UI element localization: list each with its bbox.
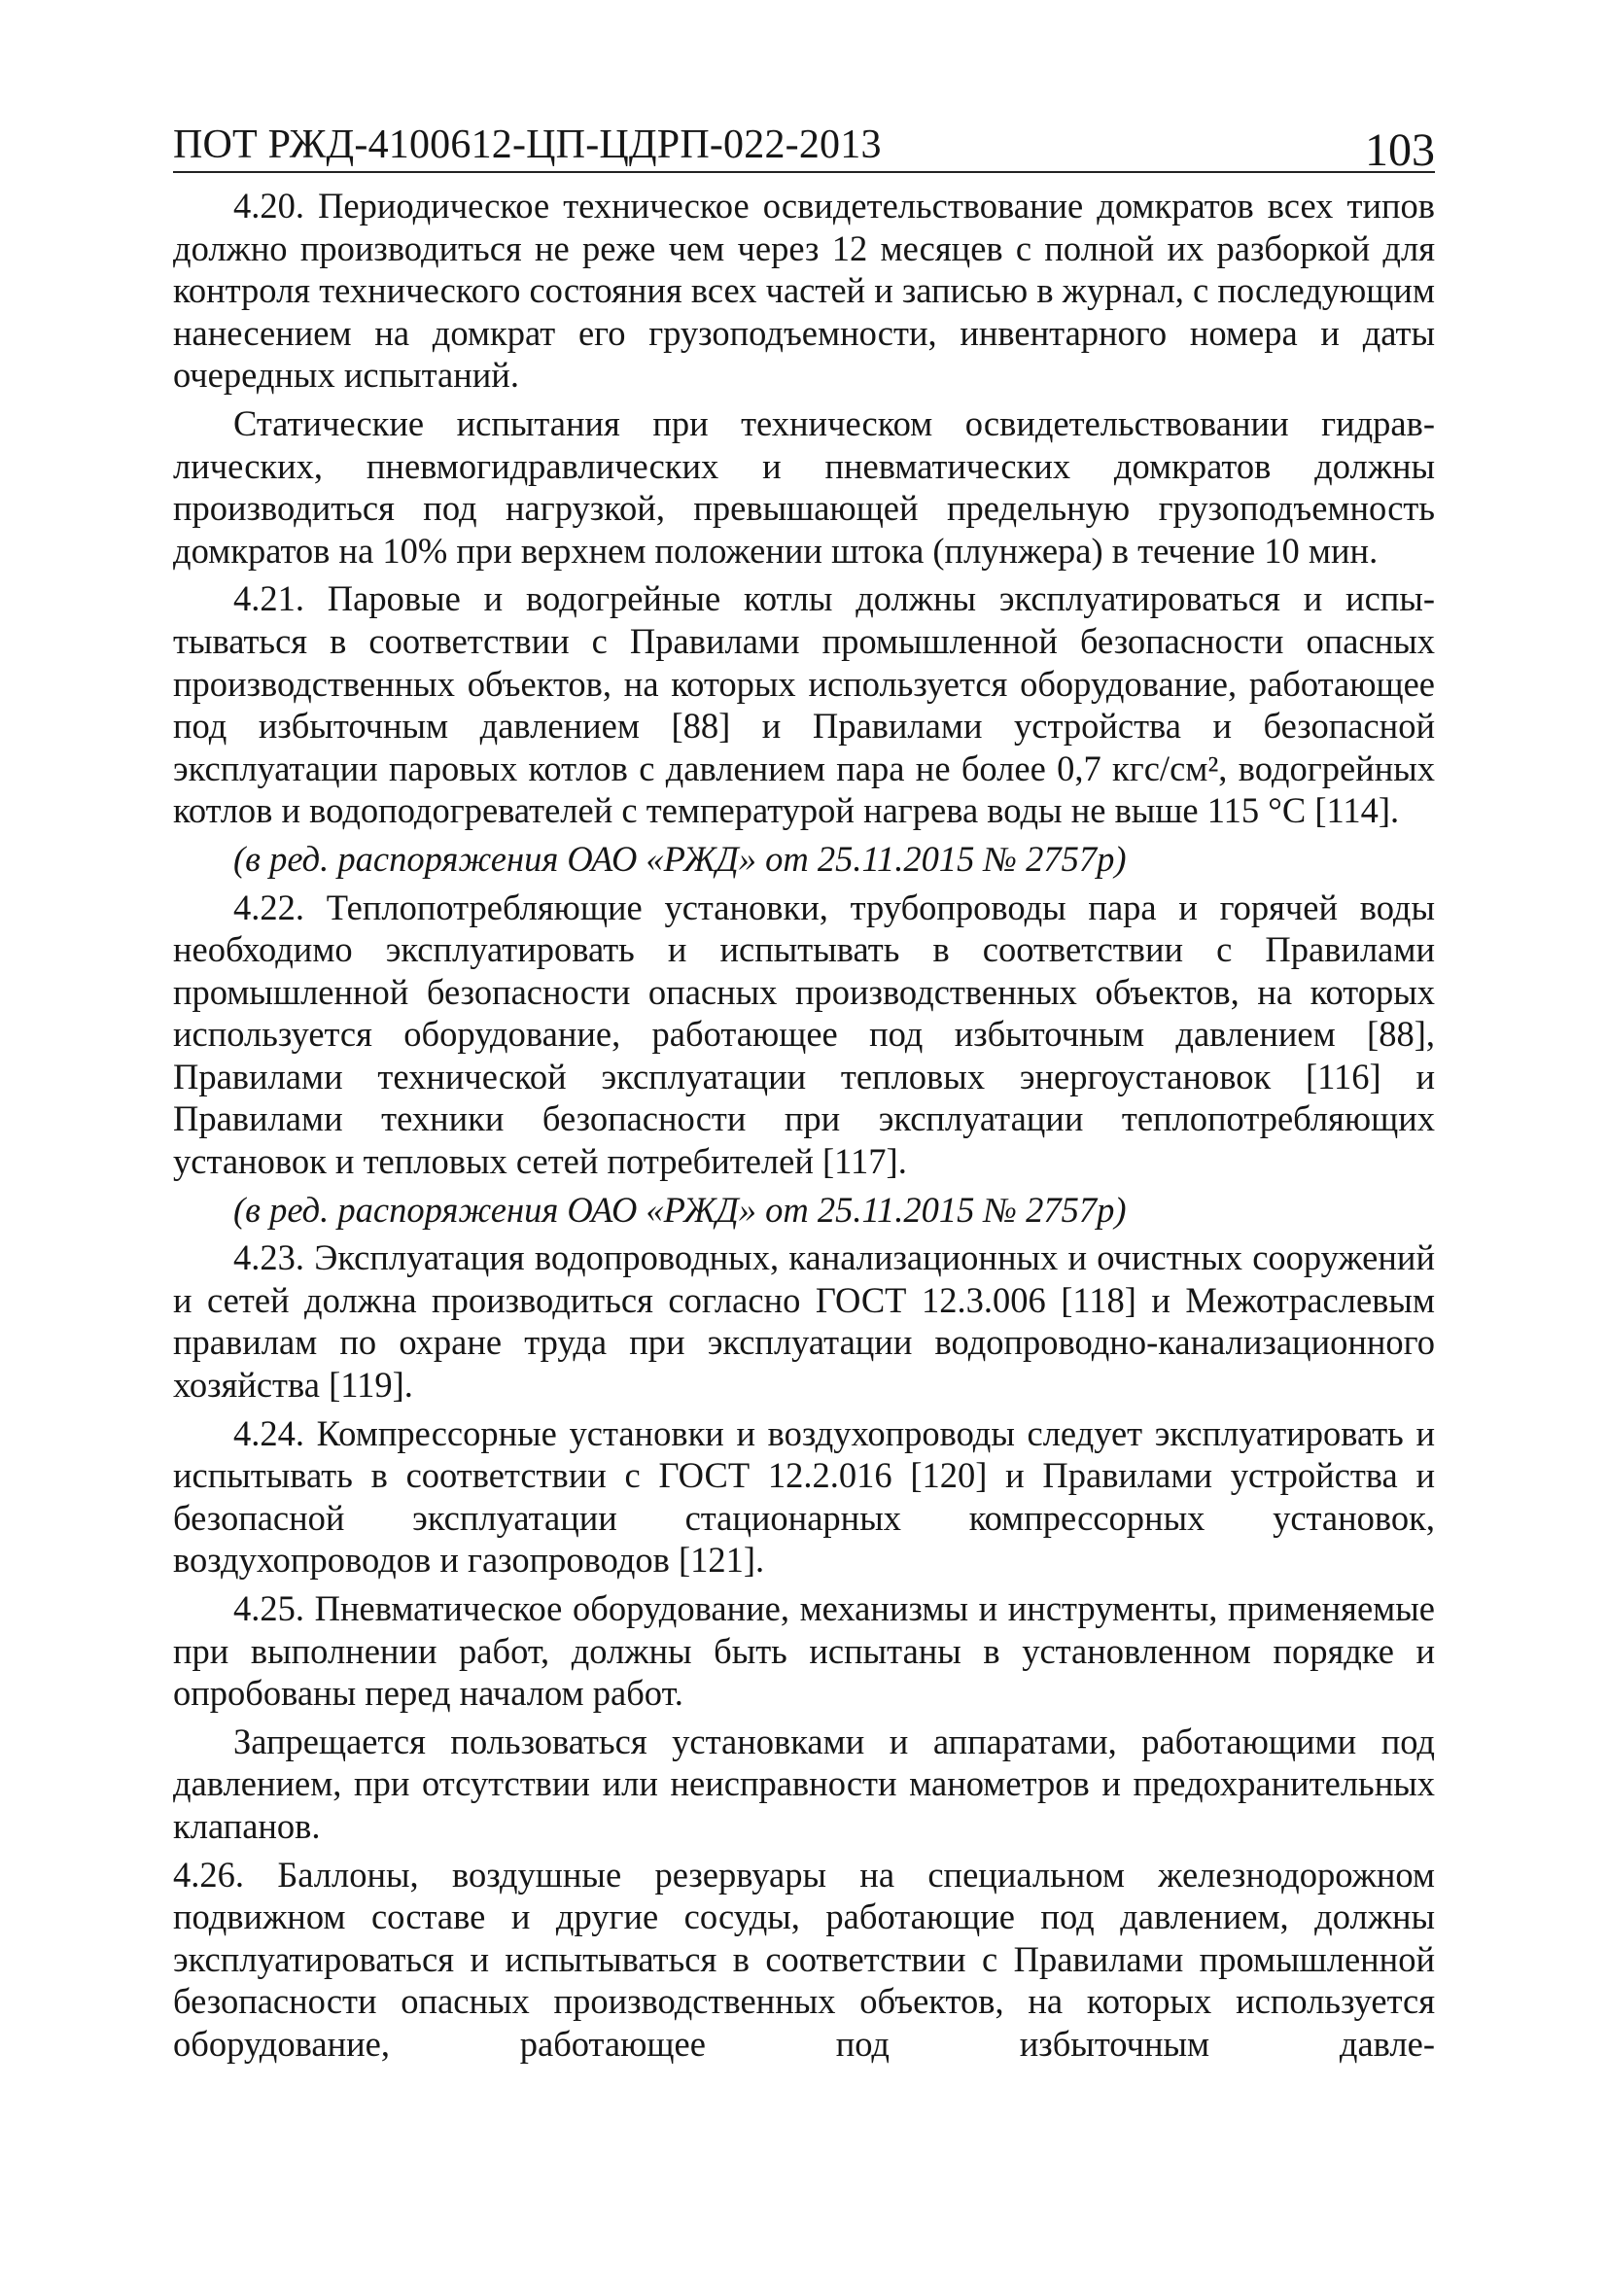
paragraph-4-26: 4.26. Баллоны, воздушные резервуары на специальном железнодорожном подвижном составе и другие сосуды, работающие под давлением, должны эксплуатироваться и испытываться в соответствии с Правилами промышленной безопасности опасных производственных объектов, на которых используется оборудование, работающее под избыточным давле-: [173, 1854, 1435, 2064]
amendment-note: (в ред. распоряжения ОАО «РЖД» от 25.11.2015 № 2757р): [233, 1189, 1127, 1230]
body-text: [173, 185, 1435, 2066]
paragraph-4-25: 4.25. Пневматическое оборудование, механизмы и инструменты, применяемые при выполнении работ, должны быть испытаны в установленном порядке и опробованы перед началом работ.: [173, 1588, 1435, 1714]
paragraph-4-23: 4.23. Эксплуатация водопроводных, канализационных и очистных сооружений и сетей должна производиться согласно ГОСТ 12.3.006 [118] и Межотраслевым правилам по охране труда при эксплуатации водопроводно-канализационного хозяйства [119].: [173, 1237, 1435, 1406]
amendment-note: (в ред. распоряжения ОАО «РЖД» от 25.11.2015 № 2757р): [233, 838, 1127, 879]
document-code: ПОТ РЖД-4100612-ЦП-ЦДРП-022-2013: [173, 122, 882, 167]
page-number: 103: [1365, 124, 1435, 176]
paragraph-4-20: 4.20. Периодическое техническое освидетельствование домкратов всех типов должно производиться не реже чем через 12 месяцев с полной их разборкой для контроля технического состояния всех частей и записью в журнал, с последующим нанесением на домкрат его грузоподъемности, инвентарного номера и даты очередных испытаний.: [173, 186, 1435, 396]
paragraph-4-24: 4.24. Компрессорные установки и воздухопроводы следует эксплуатировать и испытывать в соответствии с ГОСТ 12.2.016 [120] и Правилами устройства и безопасной эксплуатации стационарных компрессорных установок, воздухопроводов и газопроводов [121].: [173, 1412, 1435, 1581]
paragraph-static-tests: Статические испытания при техническом освидетельствовании гидравлических, пневмогидравлических и пневматических домкратов должны производиться под нагрузкой, превышающей предельную грузоподъемность домкратов на 10% при верхнем положении штока (плунжера) в течение 10 мин.: [173, 402, 1435, 571]
page-header: [173, 115, 1435, 176]
paragraph-prohibition: Запрещается пользоваться установками и аппаратами, работающими под давлением, при отсутствии или неисправности манометров и предохранительных клапанов.: [173, 1721, 1435, 1846]
paragraph-4-21: 4.21. Паровые и водогрейные котлы должны эксплуатироваться и испытываться в соответствии с Правилами промышленной безопасности опасных производственных объектов, на которых используется оборудование, работающее под избыточным давлением [88] и Правилами устройства и безопасной эксплуатации паровых котлов с давлением пара не более 0,7 кгс/см², водогрейных котлов и водоподогревателей с температурой нагрева воды не выше 115 °С [114].: [173, 578, 1435, 831]
paragraph-4-22: 4.22. Теплопотребляющие установки, трубопроводы пара и горячей воды необходимо эксплуатировать и испытывать в соответствии с Правилами промышленной безопасности опасных производственных объектов, на которых используется оборудование, работающее под избыточным давлением [88], Правилами технической эксплуатации тепловых энергоустановок [116] и Правилами техники безопасности при эксплуатации теплопотребляющих установок и тепловых сетей потребителей [117].: [173, 887, 1435, 1182]
